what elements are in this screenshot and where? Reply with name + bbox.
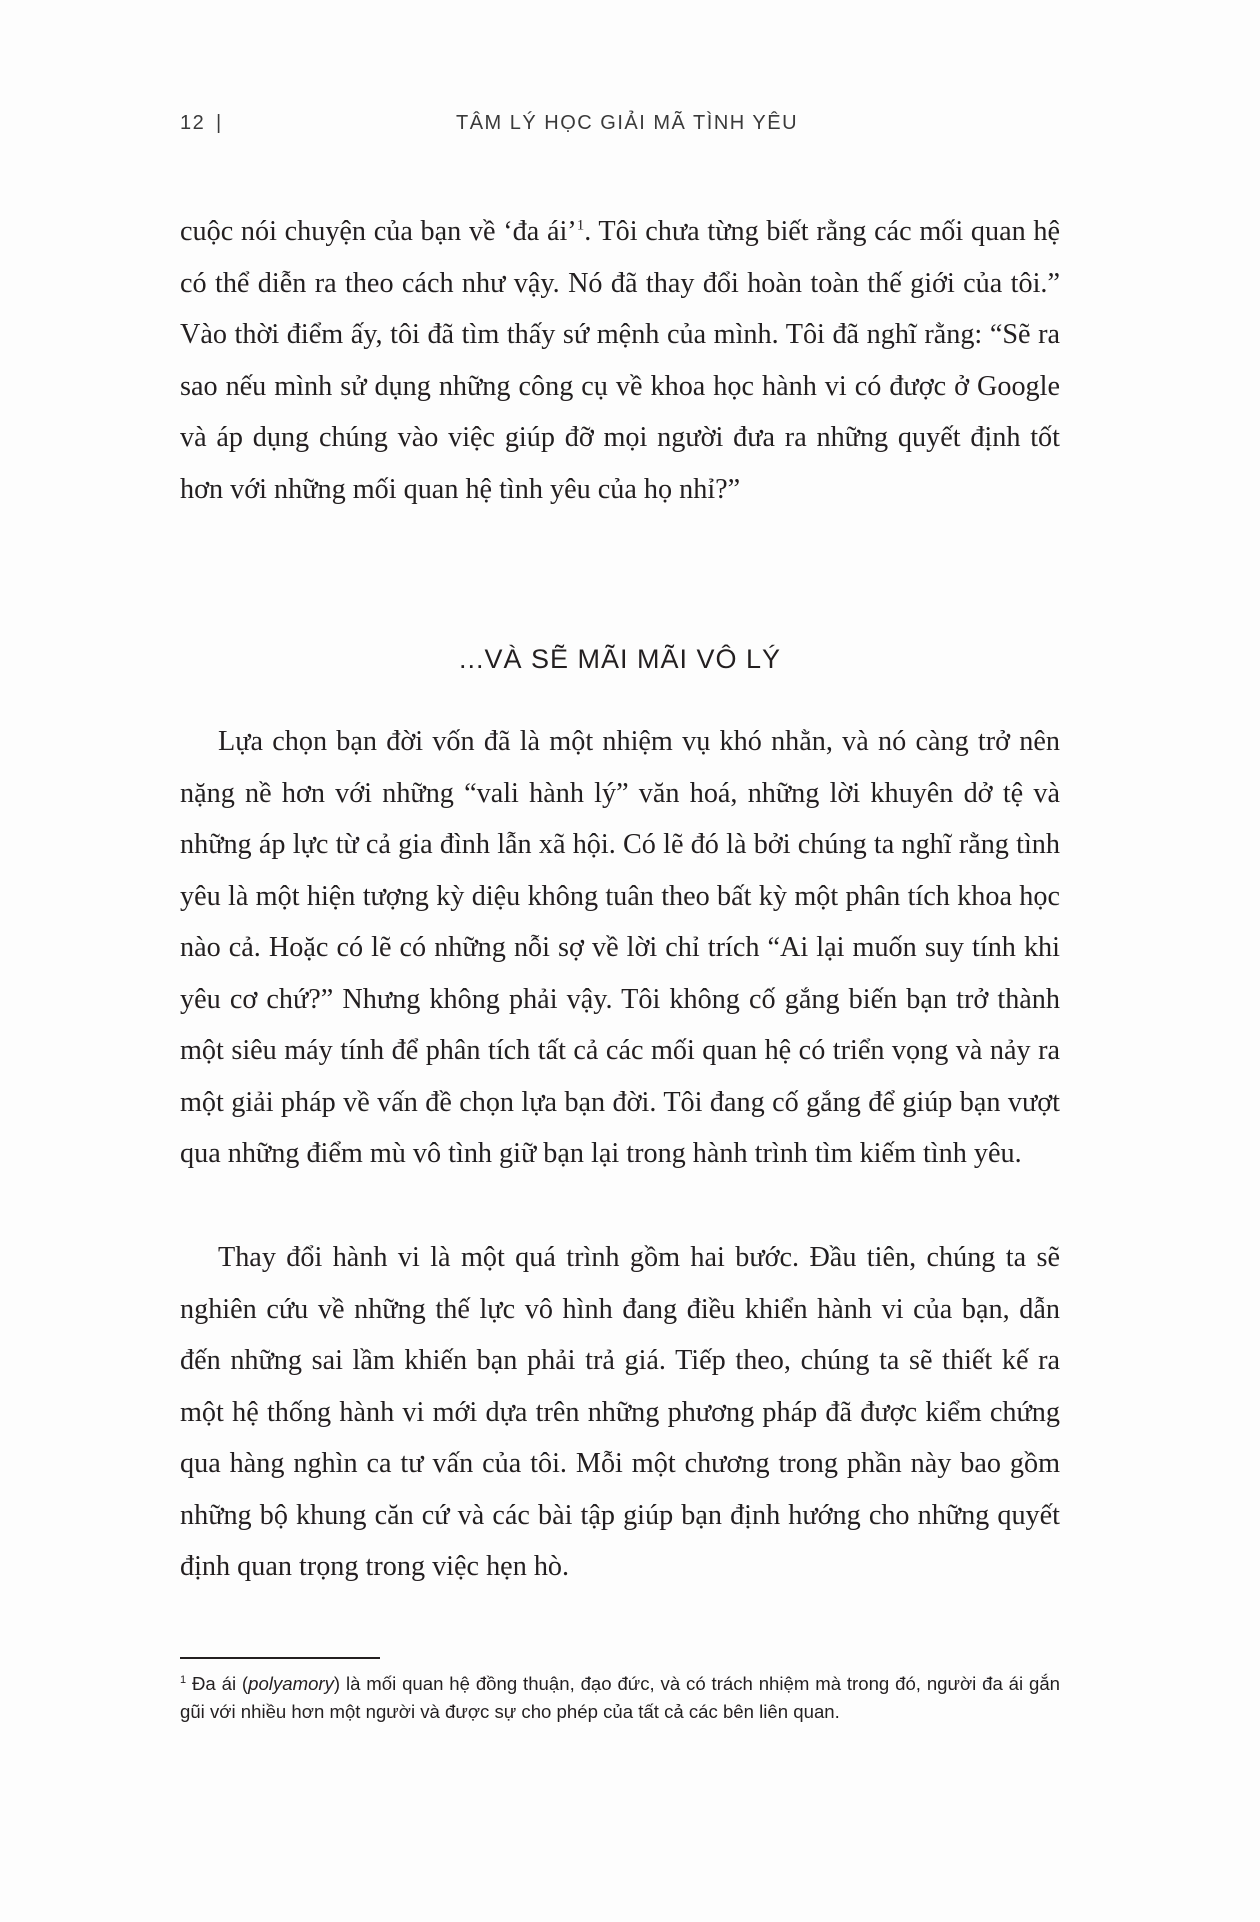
footnote [180, 1670, 1060, 1726]
paragraph-text: Lựa chọn bạn đời vốn đã là một nhiệm vụ khó nhằn, và nó càng trở nên nặng nề hơn với những “vali hành lý” văn hoá, những lời khuyên dở tệ và những áp lực từ cả gia đình lẫn xã hội. Có lẽ đó là bởi chúng ta nghĩ rằng tình yêu là một hiện tượng kỳ diệu không tuân theo bất kỳ một phân tích khoa học nào cả. Hoặc có lẽ có những nỗi sợ về lời chỉ trích “Ai lại muốn suy tính khi yêu cơ chứ?” Nhưng không phải vậy. Tôi không cố gắng biến bạn trở thành một siêu máy tính để phân tích tất cả các mối quan hệ có triển vọng và nảy ra một giải pháp về vấn đề chọn lựa bạn đời. Tôi đang cố gắng để giúp bạn vượt qua những điểm mù vô tình giữ bạn lại trong hành trình tìm kiếm tình yêu. [180, 726, 1060, 1169]
paragraph-text-after-ref: . Tôi chưa từng biết rằng các mối quan hệ có thể diễn ra theo cách như vậy. Nó đã thay đổi hoàn toàn thế giới của tôi.” Vào thời điểm ấy, tôi đã tìm thấy sứ mệnh của mình. Tôi đã nghĩ rằng: “Sẽ ra sao nếu mình sử dụng những công cụ về khoa học hành vi có được ở Google và áp dụng chúng vào việc giúp đỡ mọi người đưa ra những quyết định tốt hơn với những mối quan hệ tình yêu của họ nhỉ?” [180, 216, 1061, 505]
footnote-term-italic: polyamory [248, 1673, 334, 1694]
paragraph-continued [180, 206, 1060, 515]
section-heading: ...VÀ SẼ MÃI MÃI VÔ LÝ [458, 644, 782, 674]
paragraph-text-before-ref: cuộc nói chuyện của bạn về ‘đa ái’ [180, 216, 577, 247]
paragraph-behavior-change [180, 1232, 1060, 1593]
footnote-divider [180, 1657, 380, 1659]
page-number: 12 [180, 112, 206, 134]
header-separator: | [216, 112, 223, 134]
footnote-text: ) là mối quan hệ đồng thuận, đạo đức, và có trách nhiệm mà trong đó, người đa ái gắn gũi với nhiều hơn một người và được sự cho phép của tất cả các bên liên quan. [180, 1673, 1061, 1722]
footnote-number: 1 [180, 1673, 187, 1686]
book-title: TÂM LÝ HỌC GIẢI MÃ TÌNH YÊU [456, 112, 799, 134]
footnote-term: Đa ái ( [191, 1673, 249, 1694]
paragraph-choosing-partner [180, 716, 1060, 1180]
footnote-reference: 1 [576, 217, 585, 234]
running-header [180, 112, 820, 142]
paragraph-text: Thay đổi hành vi là một quá trình gồm hai bước. Đầu tiên, chúng ta sẽ nghiên cứu về những thế lực vô hình đang điều khiển hành vi của bạn, dẫn đến những sai lầm khiến bạn phải trả giá. Tiếp theo, chúng ta sẽ thiết kế ra một hệ thống hành vi mới dựa trên những phương pháp đã được kiểm chứng qua hàng nghìn ca tư vấn của tôi. Mỗi một chương trong phần này bao gồm những bộ khung căn cứ và các bài tập giúp bạn định hướng cho những quyết định quan trọng trong việc hẹn hò. [180, 1242, 1060, 1582]
